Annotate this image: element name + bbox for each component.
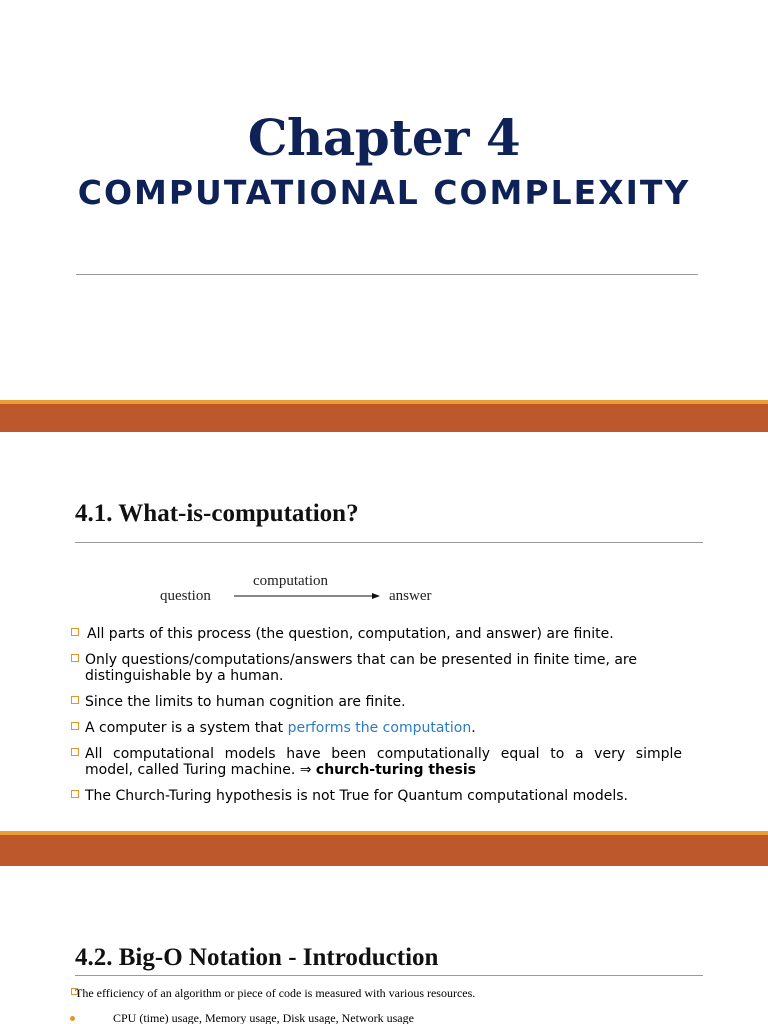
bullet-text: All parts of this process (the question, computation, and answer) are finite. [87,626,614,642]
slide-big-o-notation [0,866,768,1024]
dot-bullet-icon [70,1016,75,1021]
checkbox-bullet-icon [71,748,79,756]
bullet-text: A computer is a system that [85,720,288,736]
bullet-text-line1: All computational models have been computationally equal to a very simple [85,746,682,762]
list-item [70,746,682,778]
bullet-text-suffix: . [471,720,476,736]
list-item [70,626,682,642]
list-item [70,720,682,736]
resources-text: CPU (time) usage, Memory usage, Disk usage, Network usage [113,1011,414,1024]
heading-divider [75,542,703,543]
checkbox-bullet-icon [71,790,79,798]
checkbox-bullet-icon [71,628,79,636]
heading-divider [75,975,703,976]
diagram-computation-label: computation [253,573,328,589]
bullet-text: Only questions/computations/answers that can be presented in finite time, are distinguishable by a human. [85,652,637,684]
title-divider [76,274,698,275]
list-item [70,788,682,804]
arrow-head-icon [372,593,380,599]
slide-what-is-computation [0,432,768,831]
chapter-title: Chapter 4 [247,108,521,167]
bullet-text: The Church-Turing hypothesis is not True for Quantum computational models. [85,788,628,804]
list-item [70,694,682,710]
bullet-text: Since the limits to human cognition are finite. [85,694,406,710]
bullet-list [70,626,682,814]
checkbox-bullet-icon [71,722,79,730]
diagram-question-label: question [160,588,211,604]
checkbox-bullet-icon [71,696,79,704]
slide-separator-band [0,404,768,432]
checkbox-bullet-icon [71,654,79,662]
section-heading-4-1: 4.1. What-is-computation? [75,500,359,527]
performs-computation-link[interactable]: performs the computation [287,720,472,736]
list-item [70,652,682,684]
slide-separator-band [0,835,768,866]
section-heading-4-2: 4.2. Big-O Notation - Introduction [75,944,439,971]
slide-title [0,0,768,400]
chapter-subtitle: COMPUTATIONAL COMPLEXITY [77,173,691,212]
diagram-answer-label: answer [389,588,432,604]
bullet-text-line2: model, called Turing machine. ⇒ [85,762,316,778]
computation-diagram [150,570,470,610]
church-turing-thesis-text: church-turing thesis [315,762,476,778]
efficiency-text: The efficiency of an algorithm or piece of code is measured with various resources. [75,986,476,1000]
